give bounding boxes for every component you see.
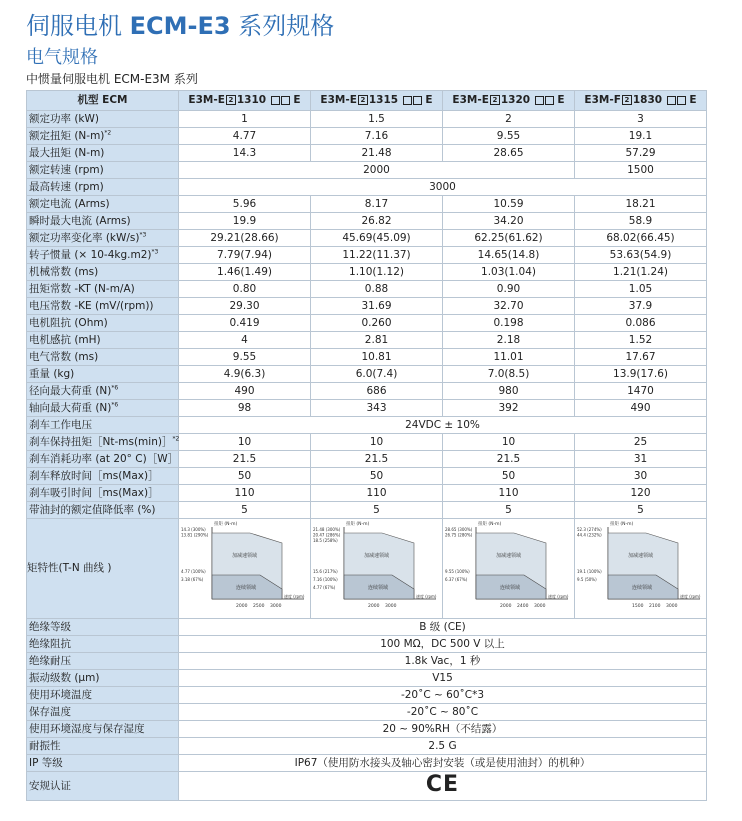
spec-value: 2	[443, 111, 575, 128]
row-label-text: 最高转速 (rpm)	[29, 180, 104, 193]
row-label	[27, 417, 179, 434]
spec-value: 29.21(28.66)	[179, 230, 311, 247]
row-label-text: 扭矩常数 -KT (N-m/A)	[29, 282, 135, 295]
spec-value: 62.25(61.62)	[443, 230, 575, 247]
spec-value: 50	[179, 468, 311, 485]
spec-row	[27, 619, 707, 636]
spec-value: 0.086	[575, 315, 707, 332]
spec-row	[27, 383, 707, 400]
tn-chart	[312, 519, 442, 613]
x-tick-label: 2000	[235, 604, 247, 609]
row-label-text: 使用环境湿度与保存湿度	[29, 722, 145, 735]
row-label-text: 振动级数 (µm)	[29, 671, 100, 684]
model-header-0	[179, 91, 311, 111]
cert-row	[27, 772, 707, 801]
spec-value: 343	[311, 400, 443, 417]
spec-row	[27, 755, 707, 772]
row-label	[27, 383, 179, 400]
model-prefix: E3M-E	[320, 94, 357, 106]
placeholder-box	[271, 96, 280, 105]
y-tick-label: 13.81 (290%)	[180, 532, 208, 538]
spec-value: 10.59	[443, 196, 575, 213]
row-label-text: 额定转速 (rpm)	[29, 163, 104, 176]
spec-value: 10.81	[311, 349, 443, 366]
spec-value: 4.77	[179, 128, 311, 145]
spec-value: 110	[443, 485, 575, 502]
spec-value: 14.65(14.8)	[443, 247, 575, 264]
torque-axis-label: 扭矩 (N-m)	[345, 522, 369, 527]
model-suffix: E	[685, 94, 697, 106]
placeholder-box	[281, 96, 290, 105]
accel-zone-label: 加减速领域	[363, 553, 389, 559]
spec-value: 53.63(54.9)	[575, 247, 707, 264]
spec-row	[27, 721, 707, 738]
model-box: 2	[622, 95, 632, 105]
spec-value: 0.80	[179, 281, 311, 298]
spec-value: 980	[443, 383, 575, 400]
row-label	[27, 366, 179, 383]
row-label	[27, 349, 179, 366]
model-suffix: E	[553, 94, 565, 106]
row-label	[27, 670, 179, 687]
tn-chart-cell	[443, 519, 575, 619]
spec-value: 21.5	[311, 451, 443, 468]
x-tick-label: 2000	[367, 604, 379, 609]
footnote-ref: *3	[139, 231, 147, 238]
model-header-1	[311, 91, 443, 111]
row-label-text: 瞬时最大电流 (Arms)	[29, 214, 131, 227]
spec-value: 4.9(6.3)	[179, 366, 311, 383]
y-tick-label: 21.48 (300%)	[312, 527, 340, 532]
spec-value: 1	[179, 111, 311, 128]
spec-value: 17.67	[575, 349, 707, 366]
spec-value: 24VDC ± 10%	[179, 417, 707, 434]
spec-value: 29.30	[179, 298, 311, 315]
torque-axis-label: 扭矩 (N-m)	[213, 522, 237, 527]
spec-value: 19.1	[575, 128, 707, 145]
row-label	[27, 704, 179, 721]
spec-row	[27, 196, 707, 213]
row-label	[27, 128, 179, 145]
spec-value: 26.82	[311, 213, 443, 230]
spec-value: 5.96	[179, 196, 311, 213]
row-label-text: 最大扭矩 (N-m)	[29, 146, 105, 159]
footnote-ref: *2	[104, 129, 112, 136]
spec-value: 10	[443, 434, 575, 451]
spec-row	[27, 417, 707, 434]
model-code: 1320	[500, 94, 534, 106]
spec-value: B 级 (CE)	[179, 619, 707, 636]
tn-chart-cell	[311, 519, 443, 619]
x-tick-label: 2100	[648, 604, 660, 609]
y-tick-label: 9.5 (50%)	[576, 577, 597, 582]
row-label-text: 带油封的额定值降低率 (%)	[29, 503, 156, 516]
row-label	[27, 738, 179, 755]
spec-value: 13.9(17.6)	[575, 366, 707, 383]
row-label	[27, 502, 179, 519]
model-box: 2	[490, 95, 500, 105]
row-label-text: 绝缘等级	[29, 620, 71, 633]
continuous-zone-label: 连续领域	[367, 585, 388, 591]
ce-mark-icon: CE	[425, 771, 460, 797]
torque-axis-label: 扭矩 (N-m)	[477, 522, 501, 527]
placeholder-box	[677, 96, 686, 105]
spec-row	[27, 485, 707, 502]
spec-value: 1.05	[575, 281, 707, 298]
row-label-text: 刹车工作电压	[29, 418, 92, 431]
spec-value: 34.20	[443, 213, 575, 230]
page-title: 伺服电机 ECM-E3 系列规格	[26, 12, 335, 40]
row-label	[27, 400, 179, 417]
model-header-3	[575, 91, 707, 111]
spec-value: 1.5	[311, 111, 443, 128]
spec-value: 57.29	[575, 145, 707, 162]
row-label	[27, 281, 179, 298]
spec-row	[27, 349, 707, 366]
y-tick-label: 6.37 (67%)	[444, 577, 467, 582]
y-tick-label: 28.65 (300%)	[444, 527, 472, 532]
continuous-zone-label: 连续领域	[235, 585, 256, 591]
spec-value: 45.69(45.09)	[311, 230, 443, 247]
spec-value: 0.90	[443, 281, 575, 298]
spec-value: 686	[311, 383, 443, 400]
y-tick-label: 18.5 (258%)	[312, 538, 338, 543]
spec-value: 50	[443, 468, 575, 485]
spec-value: 1470	[575, 383, 707, 400]
row-label	[27, 721, 179, 738]
x-tick-label: 3000	[384, 604, 396, 609]
spec-value: 9.55	[443, 128, 575, 145]
placeholder-box	[403, 96, 412, 105]
spec-value: 3000	[179, 179, 707, 196]
spec-value: 1.10(1.12)	[311, 264, 443, 281]
footnote-ref: *6	[111, 384, 119, 391]
row-label	[27, 162, 179, 179]
spec-value: -20˚C ~ 60˚C*3	[179, 687, 707, 704]
row-label-text: 刹车消耗功率 (at 20° C)［W］	[29, 452, 179, 465]
spec-value: 37.9	[575, 298, 707, 315]
row-label-text: 额定功率 (kW)	[29, 112, 99, 125]
row-label-text: 额定功率变化率 (kW/s)	[29, 231, 140, 244]
spec-row	[27, 687, 707, 704]
continuous-zone-label: 连续领域	[499, 585, 520, 591]
spec-value: 1.03(1.04)	[443, 264, 575, 281]
spec-value: 0.260	[311, 315, 443, 332]
spec-row	[27, 247, 707, 264]
spec-row	[27, 145, 707, 162]
spec-value: 490	[575, 400, 707, 417]
spec-row	[27, 636, 707, 653]
row-label	[27, 145, 179, 162]
spec-value: 30	[575, 468, 707, 485]
model-prefix: E3M-E	[188, 94, 225, 106]
row-label	[27, 687, 179, 704]
y-tick-label: 20.47 (286%)	[312, 532, 340, 538]
spec-value: 490	[179, 383, 311, 400]
row-label	[27, 247, 179, 264]
spec-row	[27, 502, 707, 519]
spec-value: 110	[311, 485, 443, 502]
row-label	[27, 298, 179, 315]
spec-value: 0.198	[443, 315, 575, 332]
x-tick-label: 2400	[516, 604, 528, 609]
tn-chart-cell	[575, 519, 707, 619]
accel-zone-label: 加减速领域	[627, 553, 653, 559]
speed-axis-label: 速度 (rpm)	[415, 594, 436, 599]
model-suffix: E	[289, 94, 301, 106]
spec-value: 14.3	[179, 145, 311, 162]
spec-value: IP67（使用防水接头及轴心密封安装（或是使用油封）的机种）	[179, 755, 707, 772]
tn-curve-row	[27, 519, 707, 619]
y-tick-label: 14.3 (300%)	[180, 527, 206, 532]
x-tick-label: 3000	[533, 604, 545, 609]
row-label	[27, 264, 179, 281]
tn-chart-cell	[179, 519, 311, 619]
row-label-text: 额定扭矩 (N-m)	[29, 129, 105, 142]
y-tick-label: 7.16 (100%)	[312, 577, 338, 582]
spec-row	[27, 468, 707, 485]
model-box: 2	[358, 95, 368, 105]
row-label-text: 绝缘耐压	[29, 654, 71, 667]
spec-value: 21.5	[179, 451, 311, 468]
spec-value: 68.02(66.45)	[575, 230, 707, 247]
y-tick-label: 26.75 (280%)	[444, 532, 472, 538]
model-box: 2	[226, 95, 236, 105]
spec-value: 1.8k Vac，1 秒	[179, 653, 707, 670]
x-tick-label: 3000	[665, 604, 677, 609]
spec-value: 32.70	[443, 298, 575, 315]
model-code: 1310	[236, 94, 270, 106]
footnote-ref: *6	[111, 401, 119, 408]
spec-row	[27, 281, 707, 298]
accel-zone-label: 加减速领域	[231, 553, 257, 559]
spec-value: 2.18	[443, 332, 575, 349]
spec-value: 21.5	[443, 451, 575, 468]
section-title: 电气规格	[26, 47, 98, 68]
spec-value: 7.79(7.94)	[179, 247, 311, 264]
row-label	[27, 332, 179, 349]
spec-value: 18.21	[575, 196, 707, 213]
row-label	[27, 653, 179, 670]
spec-value: 120	[575, 485, 707, 502]
spec-value: 1.21(1.24)	[575, 264, 707, 281]
spec-row	[27, 704, 707, 721]
model-prefix: E3M-F	[584, 94, 621, 106]
y-tick-label: 44.4 (232%)	[576, 532, 602, 538]
spec-value: 392	[443, 400, 575, 417]
spec-value: 5	[311, 502, 443, 519]
x-tick-label: 2000	[499, 604, 511, 609]
footnote-ref: *2	[172, 435, 180, 442]
spec-value: 28.65	[443, 145, 575, 162]
row-label-text: 绝缘阻抗	[29, 637, 71, 650]
spec-value: V15	[179, 670, 707, 687]
row-label-text: 耐振性	[29, 739, 61, 752]
spec-value: -20˚C ~ 80˚C	[179, 704, 707, 721]
y-tick-label: 52.3 (274%)	[576, 527, 602, 532]
row-label-text: 保存温度	[29, 705, 71, 718]
spec-value: 19.9	[179, 213, 311, 230]
header-row	[27, 91, 707, 111]
y-tick-label: 9.55 (100%)	[444, 569, 470, 574]
spec-value: 5	[443, 502, 575, 519]
spec-value: 2.81	[311, 332, 443, 349]
row-label-text: 电气常数 (ms)	[29, 350, 99, 363]
spec-value: 10	[179, 434, 311, 451]
spec-row	[27, 738, 707, 755]
row-label-text: 轴向最大荷重 (N)	[29, 401, 112, 414]
spec-value: 31	[575, 451, 707, 468]
spec-row	[27, 213, 707, 230]
model-prefix: E3M-E	[452, 94, 489, 106]
row-label	[27, 196, 179, 213]
spec-row	[27, 162, 707, 179]
row-label-text: 额定电流 (Arms)	[29, 197, 110, 210]
continuous-zone-label: 连续领域	[631, 585, 652, 591]
spec-value: 1500	[575, 162, 707, 179]
spec-row	[27, 230, 707, 247]
model-code: 1830	[632, 94, 666, 106]
spec-value: 31.69	[311, 298, 443, 315]
y-tick-label: 15.6 (217%)	[312, 569, 338, 574]
spec-value: 50	[311, 468, 443, 485]
row-label-text: 电机阻抗 (Ohm)	[29, 316, 108, 329]
spec-value: 21.48	[311, 145, 443, 162]
placeholder-box	[413, 96, 422, 105]
spec-value: 3	[575, 111, 707, 128]
row-label-text: 刹车释放时间［ms(Max)］	[29, 469, 159, 482]
x-tick-label: 3000	[269, 604, 281, 609]
spec-value: 20 ~ 90%RH（不结露）	[179, 721, 707, 738]
spec-value: 8.17	[311, 196, 443, 213]
spec-value: 25	[575, 434, 707, 451]
spec-row	[27, 451, 707, 468]
y-tick-label: 3.18 (67%)	[180, 577, 203, 582]
row-label-text: 机械常数 (ms)	[29, 265, 99, 278]
placeholder-box	[535, 96, 544, 105]
cert-mark	[179, 772, 707, 801]
spec-value: 5	[575, 502, 707, 519]
spec-value: 7.0(8.5)	[443, 366, 575, 383]
row-label-text: 电机感抗 (mH)	[29, 333, 101, 346]
accel-zone-label: 加减速领域	[495, 553, 521, 559]
y-tick-label: 4.77 (67%)	[312, 585, 335, 590]
row-label-text: IP 等级	[29, 756, 63, 769]
spec-value: 2000	[179, 162, 575, 179]
x-tick-label: 2500	[252, 604, 264, 609]
row-label	[27, 468, 179, 485]
y-tick-label: 4.77 (100%)	[180, 569, 206, 574]
row-label	[27, 755, 179, 772]
tn-chart	[576, 519, 706, 613]
spec-value: 7.16	[311, 128, 443, 145]
row-label-text: 重量 (kg)	[29, 367, 75, 380]
model-suffix: E	[421, 94, 433, 106]
model-header-2	[443, 91, 575, 111]
x-tick-label: 1500	[631, 604, 643, 609]
spec-value: 6.0(7.4)	[311, 366, 443, 383]
row-label: 矩特性(T-N 曲线 )	[27, 519, 179, 619]
spec-value: 4	[179, 332, 311, 349]
spec-value: 5	[179, 502, 311, 519]
tn-chart	[180, 519, 310, 613]
spec-row	[27, 315, 707, 332]
row-label	[27, 485, 179, 502]
spec-row	[27, 179, 707, 196]
row-label	[27, 434, 179, 451]
spec-row	[27, 264, 707, 281]
spec-row	[27, 670, 707, 687]
spec-row	[27, 366, 707, 383]
subsection-title: 中惯量伺服电机 ECM-E3M 系列	[26, 72, 198, 86]
spec-row	[27, 111, 707, 128]
row-label-text: 径向最大荷重 (N)	[29, 384, 112, 397]
torque-axis-label: 扭矩 (N-m)	[609, 522, 633, 527]
spec-row	[27, 653, 707, 670]
spec-value: 11.01	[443, 349, 575, 366]
row-label: 安规认证	[27, 772, 179, 801]
speed-axis-label: 速度 (rpm)	[283, 594, 304, 599]
row-label-text: 使用环境温度	[29, 688, 92, 701]
row-label	[27, 179, 179, 196]
row-label-text: 刹车保持扭矩［Nt-ms(min)］	[29, 435, 173, 448]
speed-axis-label: 速度 (rpm)	[679, 594, 700, 599]
spec-row	[27, 128, 707, 145]
row-label	[27, 230, 179, 247]
spec-value: 100 MΩ，DC 500 V 以上	[179, 636, 707, 653]
tn-chart	[444, 519, 574, 613]
spec-value: 1.52	[575, 332, 707, 349]
spec-value: 0.419	[179, 315, 311, 332]
speed-axis-label: 速度 (rpm)	[547, 594, 568, 599]
model-code: 1315	[368, 94, 402, 106]
row-label	[27, 636, 179, 653]
spec-value: 9.55	[179, 349, 311, 366]
spec-table	[26, 90, 707, 801]
footnote-ref: *3	[151, 248, 159, 255]
spec-value: 2.5 G	[179, 738, 707, 755]
spec-value: 98	[179, 400, 311, 417]
spec-value: 0.88	[311, 281, 443, 298]
row-label-text: 转子惯量 (× 10-4kg.m2)	[29, 248, 152, 261]
placeholder-box	[545, 96, 554, 105]
spec-value: 58.9	[575, 213, 707, 230]
row-label	[27, 619, 179, 636]
row-label	[27, 315, 179, 332]
model-header-label: 机型 ECM	[27, 91, 179, 111]
placeholder-box	[667, 96, 676, 105]
spec-value: 11.22(11.37)	[311, 247, 443, 264]
y-tick-label: 19.1 (100%)	[576, 569, 602, 574]
spec-value: 10	[311, 434, 443, 451]
spec-row	[27, 298, 707, 315]
row-label-text: 电压常数 -KE (mV/(rpm))	[29, 299, 154, 312]
row-label	[27, 111, 179, 128]
row-label	[27, 451, 179, 468]
spec-value: 110	[179, 485, 311, 502]
spec-row	[27, 434, 707, 451]
row-label-text: 刹车吸引时间［ms(Max)］	[29, 486, 159, 499]
spec-value: 1.46(1.49)	[179, 264, 311, 281]
spec-row	[27, 400, 707, 417]
row-label	[27, 213, 179, 230]
spec-row	[27, 332, 707, 349]
